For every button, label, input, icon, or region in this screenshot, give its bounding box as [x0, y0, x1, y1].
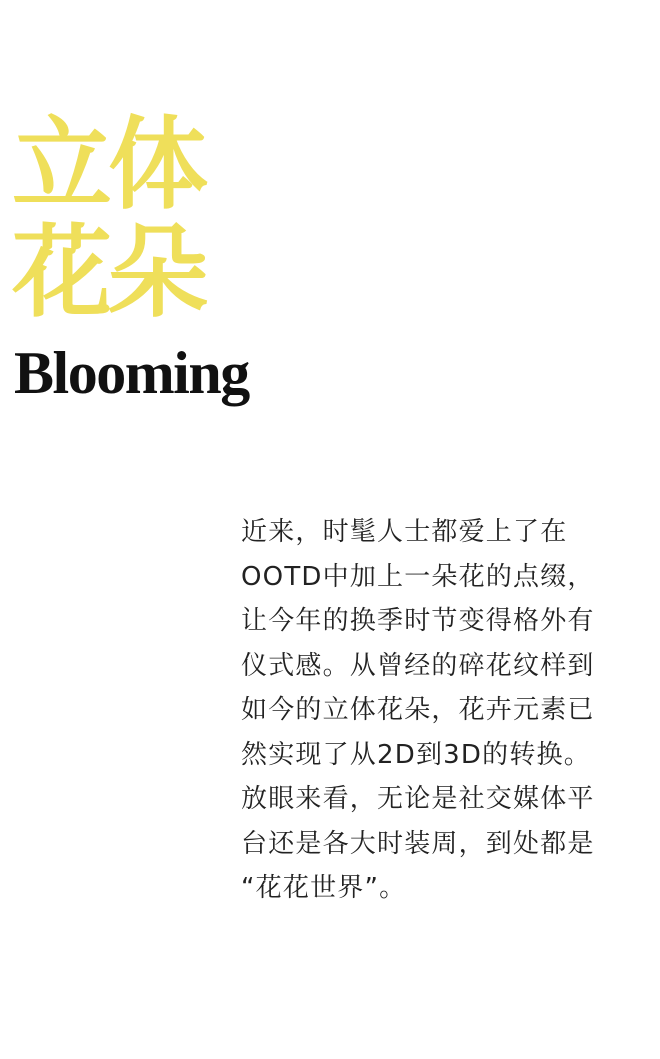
body-line-4: 仪式感。从曾经的碎花纹样到: [241, 650, 595, 681]
body-line-1: 近来，时髦人士都爱上了在: [241, 517, 568, 547]
chinese-title-line-1: 立体: [12, 105, 204, 223]
chinese-title-line-2: 花朵: [12, 213, 204, 331]
body-line-3: 让今年的换季时节变得格外有: [241, 606, 595, 636]
body-line-2: OOTD中加上一朵花的点缀，: [241, 561, 595, 592]
body-line-9: “花花世界”。: [241, 873, 407, 903]
body-line-8: 台还是各大时装周，到处都是: [241, 828, 595, 859]
body-line-6: 然实现了从2D到3D的转换。: [241, 739, 591, 770]
chinese-title: [12, 105, 204, 331]
english-title: Blooming: [14, 340, 249, 406]
body-line-7: 放眼来看，无论是社交媒体平: [241, 784, 595, 814]
body-line-5: 如今的立体花朵，花卉元素已: [241, 695, 595, 725]
body-paragraph: [241, 510, 633, 911]
